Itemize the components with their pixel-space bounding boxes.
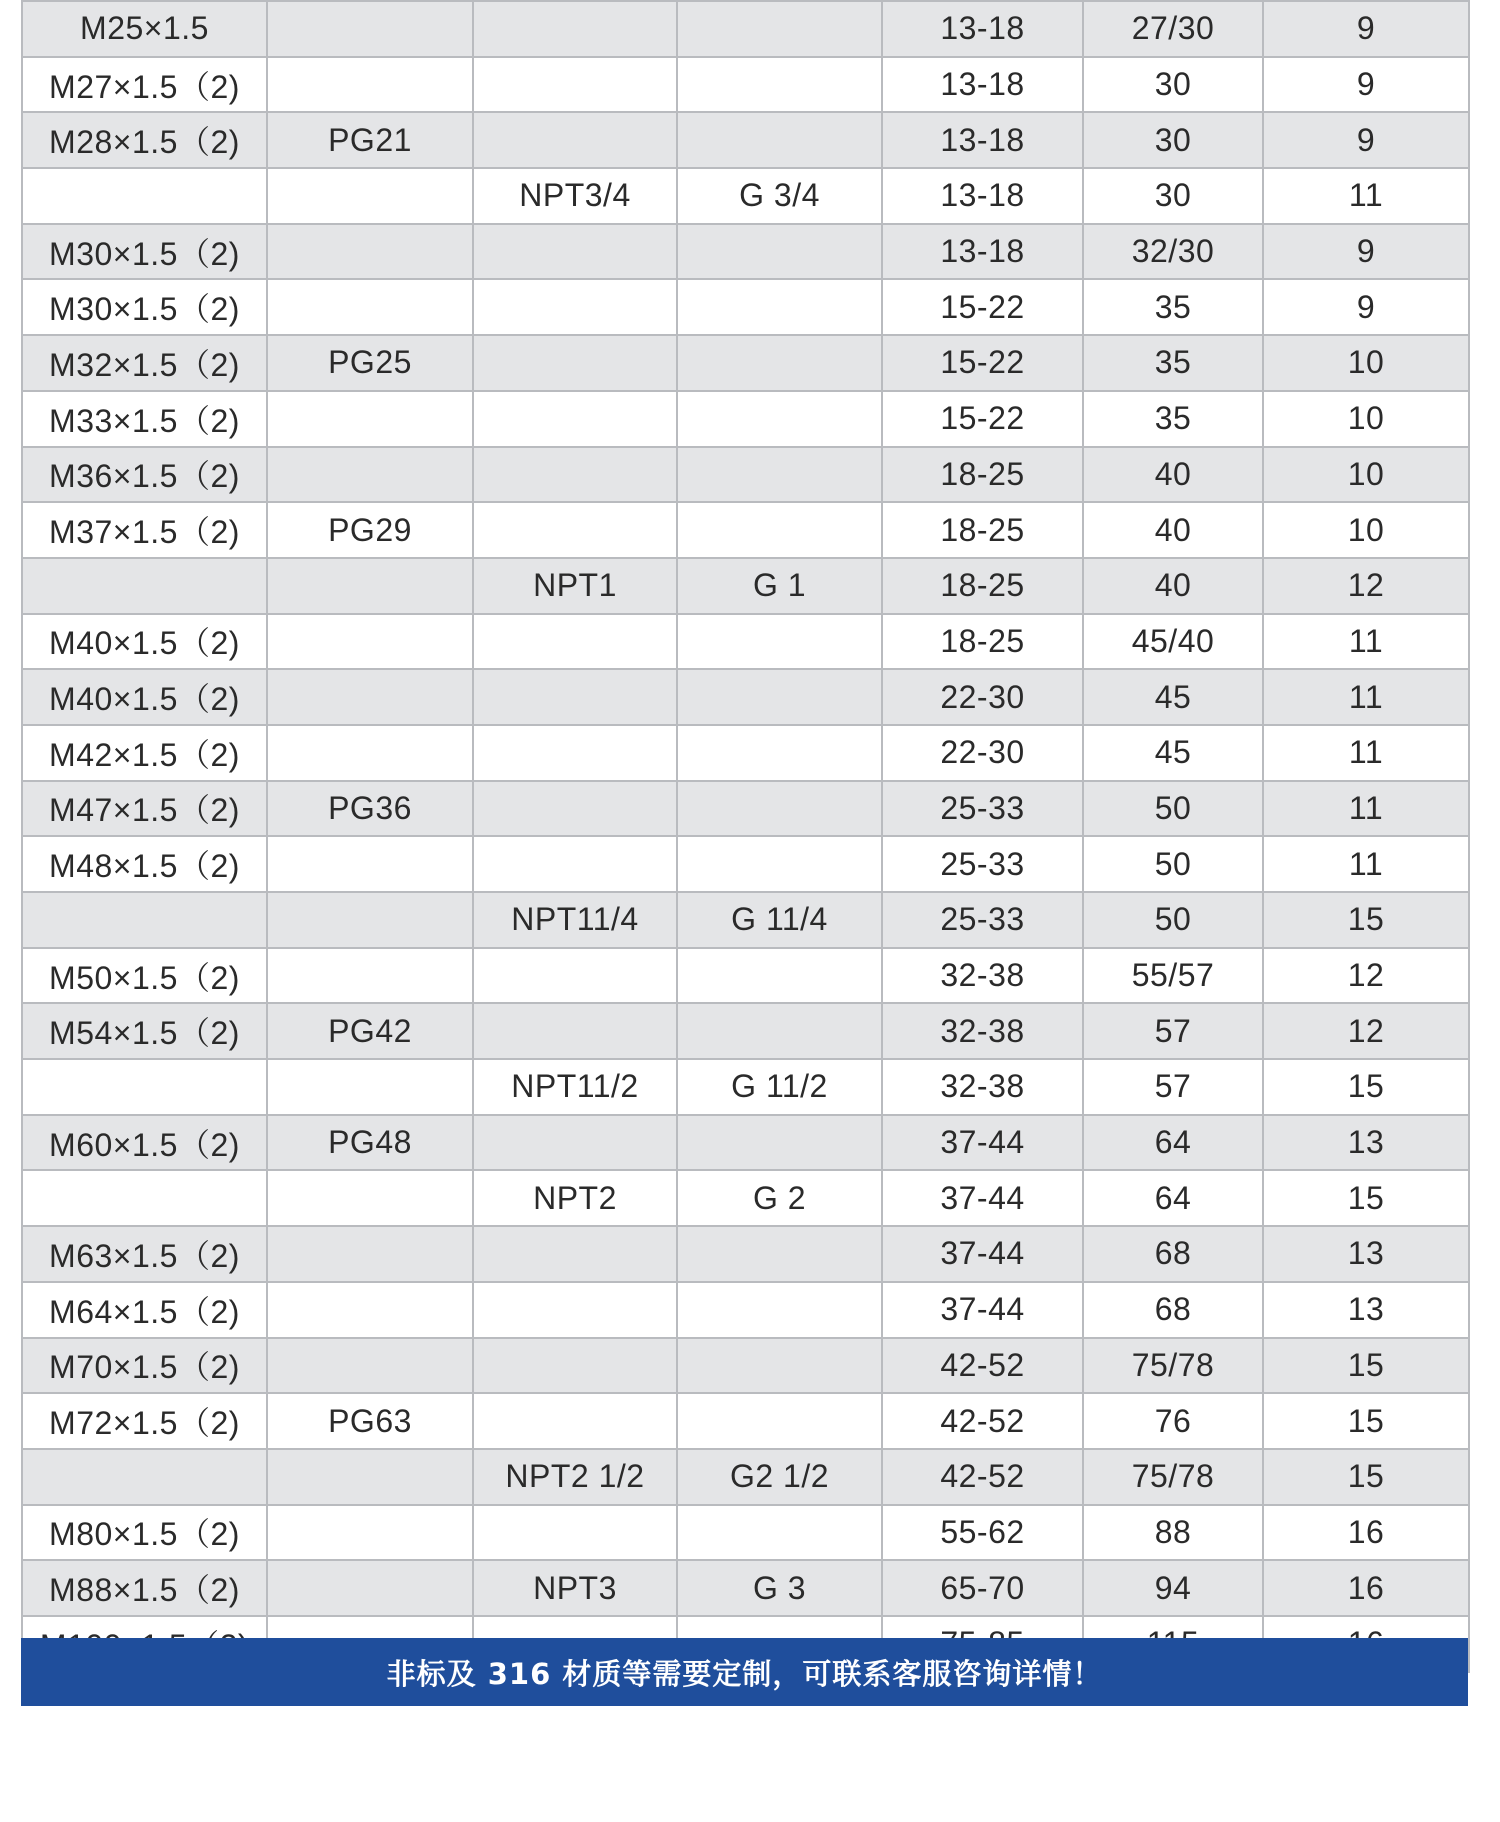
cell-thread-metric: M88×1.5（2) <box>22 1560 267 1616</box>
cell-size-b: 10 <box>1263 391 1469 447</box>
cell-cable-range: 18-25 <box>882 558 1083 614</box>
table-row <box>22 725 1469 781</box>
cell-size-a: 94 <box>1083 1560 1263 1616</box>
cell-thread-npt <box>473 781 677 837</box>
cell-thread-pg <box>267 948 473 1004</box>
cell-size-b: 9 <box>1263 279 1469 335</box>
cell-thread-npt <box>473 1115 677 1171</box>
table-row <box>22 669 1469 725</box>
cell-size-b: 16 <box>1263 1560 1469 1616</box>
cell-cable-range: 32-38 <box>882 1059 1083 1115</box>
cell-size-b: 12 <box>1263 558 1469 614</box>
cell-thread-npt <box>473 335 677 391</box>
cell-thread-metric: M37×1.5（2) <box>22 502 267 558</box>
cell-size-b: 11 <box>1263 168 1469 224</box>
cell-cable-range: 15-22 <box>882 279 1083 335</box>
cell-thread-metric: M25×1.5 <box>22 1 267 57</box>
table-row <box>22 1003 1469 1059</box>
cell-size-a: 64 <box>1083 1170 1263 1226</box>
cell-thread-npt: NPT11/4 <box>473 892 677 948</box>
cell-thread-pg <box>267 669 473 725</box>
cell-size-a: 32/30 <box>1083 224 1263 280</box>
cell-thread-pg <box>267 447 473 503</box>
cell-cable-range: 25-33 <box>882 892 1083 948</box>
cell-size-a: 68 <box>1083 1226 1263 1282</box>
cell-thread-g: G 11/2 <box>677 1059 882 1115</box>
cell-cable-range: 13-18 <box>882 1 1083 57</box>
cell-size-a: 50 <box>1083 836 1263 892</box>
cell-thread-metric: M27×1.5（2) <box>22 57 267 113</box>
cell-size-b: 15 <box>1263 1338 1469 1394</box>
cell-thread-pg <box>267 558 473 614</box>
cell-cable-range: 13-18 <box>882 57 1083 113</box>
cell-thread-g: G 3/4 <box>677 168 882 224</box>
table-row <box>22 1505 1469 1561</box>
cell-cable-range: 22-30 <box>882 669 1083 725</box>
table-row <box>22 1115 1469 1171</box>
cell-cable-range: 32-38 <box>882 948 1083 1004</box>
cell-thread-npt: NPT11/2 <box>473 1059 677 1115</box>
cell-thread-metric: M47×1.5（2) <box>22 781 267 837</box>
cell-thread-g <box>677 447 882 503</box>
cell-thread-g <box>677 1115 882 1171</box>
cell-size-b: 15 <box>1263 1170 1469 1226</box>
cell-size-b: 11 <box>1263 781 1469 837</box>
cell-thread-metric: M33×1.5（2) <box>22 391 267 447</box>
cell-thread-npt <box>473 1003 677 1059</box>
cell-thread-g <box>677 1 882 57</box>
cell-cable-range: 32-38 <box>882 1003 1083 1059</box>
cell-thread-npt <box>473 1282 677 1338</box>
cell-size-b: 12 <box>1263 1003 1469 1059</box>
cell-size-a: 35 <box>1083 391 1263 447</box>
cell-thread-g <box>677 57 882 113</box>
cell-cable-range: 13-18 <box>882 112 1083 168</box>
cell-cable-range: 55-62 <box>882 1505 1083 1561</box>
cell-thread-metric: M60×1.5（2) <box>22 1115 267 1171</box>
cell-size-a: 57 <box>1083 1003 1263 1059</box>
cell-thread-pg: PG25 <box>267 335 473 391</box>
cell-thread-metric: M30×1.5（2) <box>22 224 267 280</box>
cell-thread-npt <box>473 836 677 892</box>
table-row <box>22 57 1469 113</box>
cell-thread-g <box>677 335 882 391</box>
cell-thread-g <box>677 1338 882 1394</box>
cell-thread-g: G 1 <box>677 558 882 614</box>
cell-thread-metric: M80×1.5（2) <box>22 1505 267 1561</box>
cell-size-a: 40 <box>1083 502 1263 558</box>
cell-thread-pg: PG63 <box>267 1393 473 1449</box>
cell-size-b: 9 <box>1263 112 1469 168</box>
cell-thread-npt <box>473 948 677 1004</box>
cell-size-b: 13 <box>1263 1282 1469 1338</box>
cell-thread-metric: M42×1.5（2) <box>22 725 267 781</box>
cell-size-a: 40 <box>1083 558 1263 614</box>
cell-thread-metric: M40×1.5（2) <box>22 614 267 670</box>
cell-thread-metric <box>22 1170 267 1226</box>
cell-thread-metric: M36×1.5（2) <box>22 447 267 503</box>
cell-size-b: 11 <box>1263 725 1469 781</box>
cell-size-b: 16 <box>1263 1505 1469 1561</box>
cell-cable-range: 37-44 <box>882 1115 1083 1171</box>
cell-thread-npt <box>473 279 677 335</box>
cell-cable-range: 22-30 <box>882 725 1083 781</box>
cell-thread-pg <box>267 1226 473 1282</box>
cell-thread-npt <box>473 57 677 113</box>
cell-size-b: 12 <box>1263 948 1469 1004</box>
cell-thread-pg <box>267 279 473 335</box>
cell-size-a: 30 <box>1083 112 1263 168</box>
cell-thread-npt <box>473 391 677 447</box>
cell-thread-pg <box>267 1282 473 1338</box>
table-row <box>22 1449 1469 1505</box>
cell-thread-g <box>677 1003 882 1059</box>
cell-cable-range: 15-22 <box>882 335 1083 391</box>
cell-thread-npt <box>473 669 677 725</box>
cell-cable-range: 65-70 <box>882 1560 1083 1616</box>
cell-size-a: 45 <box>1083 725 1263 781</box>
cell-cable-range: 18-25 <box>882 614 1083 670</box>
cell-thread-metric: M72×1.5（2) <box>22 1393 267 1449</box>
cell-thread-metric: M63×1.5（2) <box>22 1226 267 1282</box>
cell-size-a: 55/57 <box>1083 948 1263 1004</box>
cell-thread-g <box>677 948 882 1004</box>
custom-order-banner <box>21 1638 1468 1706</box>
cell-thread-g <box>677 1226 882 1282</box>
table-row <box>22 558 1469 614</box>
cell-size-a: 40 <box>1083 447 1263 503</box>
cell-size-b: 11 <box>1263 614 1469 670</box>
table-row <box>22 1338 1469 1394</box>
cell-size-a: 30 <box>1083 168 1263 224</box>
cell-thread-g <box>677 1393 882 1449</box>
cell-size-a: 27/30 <box>1083 1 1263 57</box>
cell-thread-npt <box>473 502 677 558</box>
cell-thread-npt <box>473 112 677 168</box>
cell-thread-metric <box>22 1059 267 1115</box>
table-row <box>22 112 1469 168</box>
table-row <box>22 168 1469 224</box>
cell-thread-metric: M32×1.5（2) <box>22 335 267 391</box>
cell-thread-npt <box>473 1338 677 1394</box>
cell-thread-npt: NPT3/4 <box>473 168 677 224</box>
cell-thread-g <box>677 1505 882 1561</box>
cell-size-a: 45 <box>1083 669 1263 725</box>
cell-thread-npt <box>473 1505 677 1561</box>
cell-size-a: 50 <box>1083 781 1263 837</box>
table-row <box>22 502 1469 558</box>
cell-thread-metric: M40×1.5（2) <box>22 669 267 725</box>
cell-thread-pg <box>267 614 473 670</box>
cell-size-b: 10 <box>1263 447 1469 503</box>
cell-thread-pg: PG42 <box>267 1003 473 1059</box>
cell-thread-g <box>677 112 882 168</box>
table-row <box>22 447 1469 503</box>
cell-thread-npt <box>473 1 677 57</box>
cell-size-b: 15 <box>1263 892 1469 948</box>
cell-thread-pg <box>267 1560 473 1616</box>
cell-thread-pg <box>267 224 473 280</box>
table-row <box>22 614 1469 670</box>
cell-size-b: 13 <box>1263 1226 1469 1282</box>
cell-thread-metric: M64×1.5（2) <box>22 1282 267 1338</box>
cell-thread-metric <box>22 558 267 614</box>
cell-size-b: 9 <box>1263 224 1469 280</box>
cell-thread-metric: M28×1.5（2) <box>22 112 267 168</box>
table-row <box>22 1282 1469 1338</box>
table-row <box>22 1560 1469 1616</box>
cell-thread-npt: NPT3 <box>473 1560 677 1616</box>
cell-thread-g: G 3 <box>677 1560 882 1616</box>
cell-thread-npt <box>473 1393 677 1449</box>
table-row <box>22 224 1469 280</box>
table-row <box>22 1226 1469 1282</box>
cell-cable-range: 25-33 <box>882 836 1083 892</box>
cell-cable-range: 42-52 <box>882 1449 1083 1505</box>
cell-thread-g <box>677 725 882 781</box>
cell-size-b: 15 <box>1263 1393 1469 1449</box>
cell-thread-pg <box>267 1170 473 1226</box>
cell-cable-range: 37-44 <box>882 1226 1083 1282</box>
cell-cable-range: 25-33 <box>882 781 1083 837</box>
cell-size-a: 88 <box>1083 1505 1263 1561</box>
cell-thread-pg <box>267 1449 473 1505</box>
cell-thread-metric: M54×1.5（2) <box>22 1003 267 1059</box>
cell-thread-pg <box>267 1505 473 1561</box>
spec-table-body <box>22 1 1469 1672</box>
cell-thread-g <box>677 502 882 558</box>
cell-thread-npt <box>473 614 677 670</box>
cell-thread-g <box>677 224 882 280</box>
cell-size-b: 11 <box>1263 669 1469 725</box>
cell-size-a: 57 <box>1083 1059 1263 1115</box>
table-row <box>22 836 1469 892</box>
cell-thread-pg <box>267 892 473 948</box>
cell-thread-metric: M70×1.5（2) <box>22 1338 267 1394</box>
cell-thread-g: G 11/4 <box>677 892 882 948</box>
cell-thread-pg <box>267 1 473 57</box>
spec-table-container <box>21 0 1468 1673</box>
cell-thread-g <box>677 614 882 670</box>
cell-thread-pg <box>267 391 473 447</box>
cell-size-a: 45/40 <box>1083 614 1263 670</box>
table-row <box>22 948 1469 1004</box>
cell-thread-metric <box>22 892 267 948</box>
cell-cable-range: 13-18 <box>882 224 1083 280</box>
cell-thread-g <box>677 279 882 335</box>
cell-thread-npt <box>473 224 677 280</box>
banner-text: 非标及 316 材质等需要定制，可联系客服咨询详情！ <box>386 1656 1103 1691</box>
cell-size-a: 76 <box>1083 1393 1263 1449</box>
cell-thread-g <box>677 781 882 837</box>
cell-thread-g <box>677 1282 882 1338</box>
cell-size-a: 68 <box>1083 1282 1263 1338</box>
cell-size-b: 9 <box>1263 1 1469 57</box>
table-row <box>22 335 1469 391</box>
cell-cable-range: 42-52 <box>882 1338 1083 1394</box>
cell-size-a: 50 <box>1083 892 1263 948</box>
cell-thread-metric: M48×1.5（2) <box>22 836 267 892</box>
table-row <box>22 1393 1469 1449</box>
cell-size-b: 15 <box>1263 1059 1469 1115</box>
cell-cable-range: 42-52 <box>882 1393 1083 1449</box>
cell-cable-range: 18-25 <box>882 502 1083 558</box>
cell-thread-g <box>677 391 882 447</box>
cell-thread-pg: PG21 <box>267 112 473 168</box>
cell-size-b: 11 <box>1263 836 1469 892</box>
table-row <box>22 892 1469 948</box>
cell-size-b: 13 <box>1263 1115 1469 1171</box>
table-row <box>22 781 1469 837</box>
cell-size-b: 10 <box>1263 335 1469 391</box>
cell-size-b: 10 <box>1263 502 1469 558</box>
cell-thread-pg <box>267 836 473 892</box>
cell-size-a: 75/78 <box>1083 1449 1263 1505</box>
cell-size-b: 15 <box>1263 1449 1469 1505</box>
cell-thread-npt: NPT2 <box>473 1170 677 1226</box>
table-row <box>22 1059 1469 1115</box>
cell-thread-pg: PG29 <box>267 502 473 558</box>
cell-thread-npt <box>473 447 677 503</box>
cell-thread-g: G2 1/2 <box>677 1449 882 1505</box>
cell-size-b: 9 <box>1263 57 1469 113</box>
cell-thread-pg <box>267 57 473 113</box>
cell-thread-g: G 2 <box>677 1170 882 1226</box>
cell-thread-metric <box>22 168 267 224</box>
cell-thread-metric: M30×1.5（2) <box>22 279 267 335</box>
cell-cable-range: 15-22 <box>882 391 1083 447</box>
cell-thread-pg: PG36 <box>267 781 473 837</box>
cell-thread-npt: NPT1 <box>473 558 677 614</box>
table-row <box>22 1 1469 57</box>
cell-thread-pg <box>267 725 473 781</box>
cell-thread-metric <box>22 1449 267 1505</box>
table-row <box>22 279 1469 335</box>
cell-thread-npt: NPT2 1/2 <box>473 1449 677 1505</box>
cell-size-a: 35 <box>1083 335 1263 391</box>
cell-thread-pg <box>267 1059 473 1115</box>
cell-size-a: 64 <box>1083 1115 1263 1171</box>
cell-size-a: 30 <box>1083 57 1263 113</box>
cell-thread-npt <box>473 725 677 781</box>
cell-thread-pg: PG48 <box>267 1115 473 1171</box>
cell-thread-npt <box>473 1226 677 1282</box>
cell-cable-range: 13-18 <box>882 168 1083 224</box>
cell-size-a: 75/78 <box>1083 1338 1263 1394</box>
cell-cable-range: 37-44 <box>882 1170 1083 1226</box>
cell-thread-g <box>677 669 882 725</box>
spec-table <box>21 0 1470 1673</box>
cell-cable-range: 37-44 <box>882 1282 1083 1338</box>
table-row <box>22 1170 1469 1226</box>
cell-thread-pg <box>267 168 473 224</box>
cell-thread-pg <box>267 1338 473 1394</box>
cell-thread-metric: M50×1.5（2) <box>22 948 267 1004</box>
cell-cable-range: 18-25 <box>882 447 1083 503</box>
cell-size-a: 35 <box>1083 279 1263 335</box>
cell-thread-g <box>677 836 882 892</box>
table-row <box>22 391 1469 447</box>
